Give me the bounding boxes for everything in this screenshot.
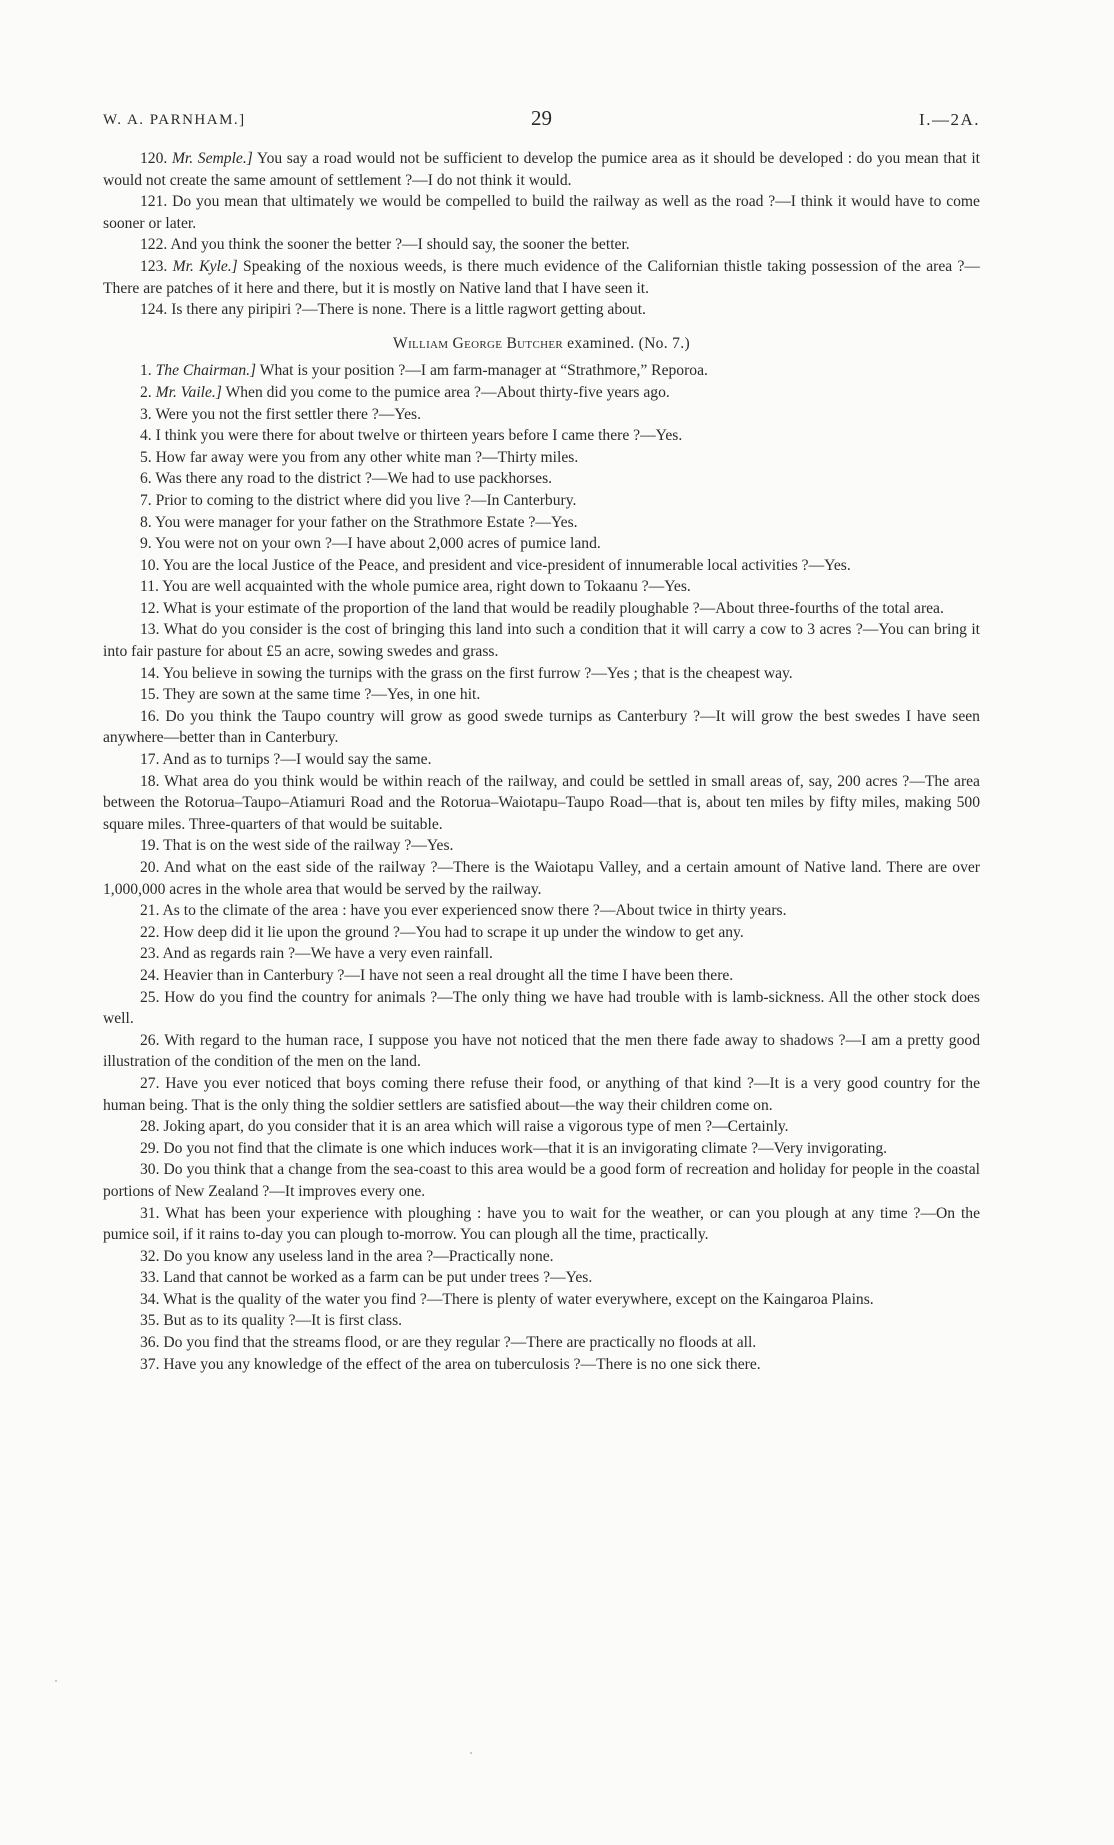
question-number: 32. bbox=[140, 1247, 160, 1265]
speaker-name: Mr. Kyle.] bbox=[172, 257, 238, 275]
scan-speck bbox=[55, 1680, 57, 1682]
question-number: 33. bbox=[140, 1269, 160, 1287]
question-number: 31. bbox=[140, 1204, 160, 1222]
question-number: 36. bbox=[140, 1334, 160, 1352]
question-answer bbox=[103, 533, 980, 555]
question-answer bbox=[103, 468, 980, 490]
question-answer bbox=[103, 1246, 980, 1268]
question-text: Have you ever noticed that boys coming there refuse their food, or anything of that kind ?—It is a very good country for the human being. That is the only thing the soldier settlers are satisfied about—the way their children come on. bbox=[103, 1074, 980, 1114]
question-number: 4. bbox=[140, 427, 152, 445]
question-answer bbox=[103, 555, 980, 577]
section-heading bbox=[103, 333, 980, 355]
speaker-name: Mr. Semple.] bbox=[171, 150, 253, 167]
question-answer bbox=[103, 922, 980, 944]
question-number: 23. bbox=[140, 945, 160, 963]
question-text: Heavier than in Canterbury ?—I have not seen a real drought all the time I have been there. bbox=[163, 966, 734, 984]
question-text: Prior to coming to the district where did you live ?—In Canterbury. bbox=[155, 491, 577, 509]
question-number: 17. bbox=[140, 751, 160, 769]
question-answer bbox=[103, 1289, 980, 1311]
question-answer bbox=[103, 598, 980, 620]
question-answer bbox=[103, 706, 980, 749]
question-number: 10. bbox=[140, 556, 160, 574]
question-text: What do you consider is the cost of bringing this land into such a condition that it will carry a cow to 3 acres ?—You can bring it into fair pasture for about £5 an acre, sowing swedes and grass. bbox=[103, 621, 981, 661]
question-answer bbox=[103, 987, 980, 1030]
question-number: 28. bbox=[140, 1118, 160, 1136]
question-text: You were manager for your father on the Strathmore Estate ?—Yes. bbox=[155, 513, 578, 531]
question-text: And what on the east side of the railway ?—There is the Waiotapu Valley, and a certain amount of Native land. There are over 1,000,000 acres in the whole area that would be served by the railway. bbox=[103, 859, 980, 898]
scan-speck bbox=[470, 1752, 472, 1754]
question-answer bbox=[103, 148, 980, 191]
document-reference: I.—2A. bbox=[919, 110, 980, 129]
question-number: 15. bbox=[140, 686, 160, 704]
question-answer bbox=[103, 1332, 980, 1354]
question-text: What is your estimate of the proportion of the land that would be readily ploughable ?—About three-fourths of the total area. bbox=[163, 599, 944, 617]
question-text: And as to turnips ?—I would say the same. bbox=[162, 751, 432, 769]
question-text: Land that cannot be worked as a farm can be put under trees ?—Yes. bbox=[163, 1269, 593, 1287]
question-number: 25. bbox=[140, 988, 160, 1006]
question-number: 22. bbox=[140, 923, 160, 941]
question-answer bbox=[103, 447, 980, 469]
question-text: With regard to the human race, I suppose you have not noticed that the men there fade away to shadows ?—I am a pretty good illustration of the condition of the men on the land. bbox=[103, 1031, 980, 1071]
question-text: How far away were you from any other white man ?—Thirty miles. bbox=[155, 448, 579, 466]
question-answer bbox=[103, 256, 980, 299]
question-number: 34. bbox=[140, 1290, 160, 1308]
question-text: What is the quality of the water you find ?—There is plenty of water everywhere, except on the Kaingaroa Plains. bbox=[163, 1290, 874, 1308]
question-answer bbox=[103, 965, 980, 987]
question-answer bbox=[103, 425, 980, 447]
question-answer bbox=[103, 1073, 980, 1116]
question-text: And you think the sooner the better ?—I should say, the sooner the better. bbox=[170, 236, 630, 254]
question-answer bbox=[103, 943, 980, 965]
question-answer bbox=[103, 382, 980, 404]
question-text: Do you think the Taupo country will grow as good swede turnips as Canterbury ?—It will grow the best swedes I have seen anywhere—better than in Canterbury. bbox=[103, 707, 980, 747]
question-number: 6. bbox=[140, 470, 152, 488]
question-answer bbox=[103, 512, 980, 534]
question-answer bbox=[103, 360, 980, 382]
witness-name: William George Butcher bbox=[393, 334, 563, 352]
question-answer bbox=[103, 663, 980, 685]
question-text: That is on the west side of the railway ?—Yes. bbox=[163, 837, 454, 855]
question-text: But as to its quality ?—It is first class. bbox=[163, 1312, 403, 1330]
page-number: 29 bbox=[531, 106, 552, 130]
header-witness-name: W. A. PARNHAM.] bbox=[103, 112, 246, 128]
question-answer bbox=[103, 191, 980, 234]
question-number: 120. bbox=[140, 150, 168, 167]
question-text: How deep did it lie upon the ground ?—You had to scrape it up under the window to get any. bbox=[163, 923, 744, 941]
question-answer bbox=[103, 1267, 980, 1289]
question-number: 1. bbox=[140, 362, 152, 380]
question-answer bbox=[103, 835, 980, 857]
question-answer bbox=[103, 1159, 980, 1202]
question-text: You say a road would not be sufficient to develop the pumice area as it should be developed : do you mean that it would not create the same amount of settlement ?—I do not think it would. bbox=[103, 150, 981, 189]
page-body bbox=[103, 148, 980, 1375]
previous-witness-evidence bbox=[103, 148, 980, 321]
speaker-name: Mr. Vaile.] bbox=[155, 383, 222, 401]
question-answer bbox=[103, 576, 980, 598]
question-text: What area do you think would be within reach of the railway, and could be settled in small areas of, say, 200 acres ?—The area between the Rotorua–Taupo–Atiamuri Road and the Rotorua–Waiotapu–Taupo Road—that is, about ten miles by fifty miles, making 500 square miles. Three-quarters of that would be suitable. bbox=[103, 772, 980, 833]
running-header bbox=[103, 106, 980, 134]
question-text: You were not on your own ?—I have about 2,000 acres of pumice land. bbox=[155, 535, 601, 553]
question-text: Do you think that a change from the sea-coast to this area would be a good form of recreation and holiday for people in the coastal portions of New Zealand ?—It improves every one. bbox=[103, 1161, 980, 1200]
question-text: Do you mean that ultimately we would be compelled to build the railway as well as the road ?—I think it would have to come sooner or later. bbox=[103, 193, 980, 232]
question-answer bbox=[103, 1030, 980, 1073]
question-number: 7. bbox=[140, 491, 152, 509]
question-text: I think you were there for about twelve or thirteen years before I came there ?—Yes. bbox=[155, 427, 683, 445]
question-number: 123. bbox=[140, 257, 168, 275]
question-answer bbox=[103, 900, 980, 922]
question-number: 2. bbox=[140, 383, 152, 401]
question-answer bbox=[103, 771, 980, 836]
question-number: 14. bbox=[140, 664, 160, 682]
question-number: 3. bbox=[140, 405, 152, 423]
question-text: And as regards rain ?—We have a very even rainfall. bbox=[162, 945, 493, 963]
question-text: When did you come to the pumice area ?—About thirty-five years ago. bbox=[221, 383, 670, 401]
question-number: 122. bbox=[140, 236, 168, 254]
question-text: Joking apart, do you consider that it is an area which will raise a vigorous type of men ?—Certainly. bbox=[163, 1118, 789, 1136]
question-number: 12. bbox=[140, 599, 160, 617]
question-text: They are sown at the same time ?—Yes, in one hit. bbox=[163, 686, 481, 704]
question-answer bbox=[103, 857, 980, 900]
question-number: 20. bbox=[140, 859, 160, 876]
question-text: You are the local Justice of the Peace, and president and vice-president of innumerable local activities ?—Yes. bbox=[162, 556, 851, 574]
question-text: How do you find the country for animals ?—The only thing we have had trouble with is lamb-sickness. All the other stock does well. bbox=[103, 988, 980, 1028]
question-number: 13. bbox=[140, 621, 160, 639]
question-answer bbox=[103, 1354, 980, 1376]
question-number: 24. bbox=[140, 966, 160, 984]
question-answer bbox=[103, 1138, 980, 1160]
question-answer bbox=[103, 619, 980, 662]
section-heading-rest: examined. (No. 7.) bbox=[562, 334, 690, 352]
question-answer bbox=[103, 684, 980, 706]
question-text: Do you not find that the climate is one which induces work—that it is an invigorating climate ?—Very invigorating. bbox=[163, 1139, 888, 1157]
question-number: 30. bbox=[140, 1161, 160, 1179]
question-number: 11. bbox=[140, 578, 159, 596]
question-answer bbox=[103, 1116, 980, 1138]
question-text: Do you know any useless land in the area ?—Practically none. bbox=[163, 1247, 554, 1265]
question-text: What is your position ?—I am farm-manager at “Strathmore,” Reporoa. bbox=[256, 362, 708, 380]
question-number: 21. bbox=[140, 902, 160, 920]
question-text: You are well acquainted with the whole pumice area, right down to Tokaanu ?—Yes. bbox=[162, 578, 691, 596]
question-number: 124. bbox=[140, 301, 168, 319]
speaker-name: The Chairman.] bbox=[155, 362, 257, 380]
question-answer bbox=[103, 299, 980, 321]
question-text: Do you find that the streams flood, or are they regular ?—There are practically no floods at all. bbox=[163, 1334, 757, 1352]
question-text: As to the climate of the area : have you ever experienced snow there ?—About twice in thirty years. bbox=[162, 902, 787, 920]
witness-evidence bbox=[103, 360, 980, 1375]
question-number: 26. bbox=[140, 1031, 160, 1049]
question-number: 9. bbox=[140, 535, 152, 553]
question-answer bbox=[103, 234, 980, 256]
question-answer bbox=[103, 490, 980, 512]
question-text: What has been your experience with ploughing : have you to wait for the weather, or can you plough at any time ?—On the pumice soil, if it rains to-day you can plough to-morrow. You can plough all the time, practically. bbox=[103, 1204, 980, 1244]
question-number: 121. bbox=[140, 193, 168, 211]
question-text: Was there any road to the district ?—We had to use packhorses. bbox=[155, 470, 553, 488]
question-number: 37. bbox=[140, 1355, 160, 1373]
question-text: Is there any piripiri ?—There is none. There is a little ragwort getting about. bbox=[171, 301, 646, 319]
question-number: 29. bbox=[140, 1139, 160, 1157]
question-number: 19. bbox=[140, 837, 160, 855]
question-answer bbox=[103, 1310, 980, 1332]
question-number: 35. bbox=[140, 1312, 160, 1330]
question-text: Were you not the first settler there ?—Yes. bbox=[155, 405, 421, 423]
question-number: 5. bbox=[140, 448, 152, 466]
question-answer bbox=[103, 1203, 980, 1246]
question-text: Have you any knowledge of the effect of the area on tuberculosis ?—There is no one sick there. bbox=[163, 1355, 761, 1373]
question-answer bbox=[103, 749, 980, 771]
question-number: 18. bbox=[140, 772, 160, 790]
question-number: 16. bbox=[140, 707, 160, 725]
question-number: 8. bbox=[140, 513, 152, 531]
question-text: Speaking of the noxious weeds, is there much evidence of the Californian thistle taking possession of the area ?—There are patches of it here and there, but it is mostly on Native land that I have seen it. bbox=[103, 257, 981, 297]
question-number: 27. bbox=[140, 1074, 160, 1092]
question-text: You believe in sowing the turnips with the grass on the first furrow ?—Yes ; that is the cheapest way. bbox=[162, 664, 793, 682]
question-answer bbox=[103, 404, 980, 426]
